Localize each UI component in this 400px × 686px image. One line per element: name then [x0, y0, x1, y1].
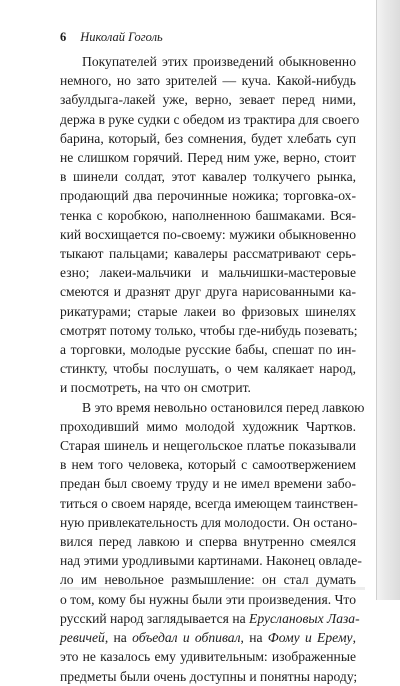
- text-line: [60, 110, 360, 129]
- page-edge-shadow: [376, 0, 400, 600]
- text-line: [60, 436, 356, 455]
- text-line: [60, 532, 356, 551]
- text-segment: ,: [352, 630, 356, 646]
- text-segment: в шинели солдат, этот кавалер толкучего рынка,: [60, 169, 356, 185]
- text-segment: тенка с коробкою, наполненною башмаками. Вся-: [60, 207, 356, 223]
- paragraph: [60, 52, 360, 398]
- text-segment: , на: [104, 630, 133, 646]
- text-segment: барина, который, без сомнения, будет хлебать суп: [60, 130, 356, 146]
- text-line: [60, 340, 356, 359]
- text-segment: рикатурами; старые лакеи во фризовых шинелях: [60, 303, 356, 319]
- text-line: [60, 398, 365, 417]
- italic-text: Фому и Ерему: [267, 630, 353, 646]
- text-segment: смеются и дразнят друг друга нарисованными ка-: [60, 284, 356, 300]
- text-segment: проходивший мимо молодой художник Чартков.: [60, 418, 356, 434]
- text-segment: Старая шинель и нещегольское платье показывали: [60, 438, 356, 454]
- text-segment: держа в руке судки с обедом из трактира для своего: [60, 111, 360, 127]
- text-segment: о том, кому бы нужны были эти произведения. Что: [60, 591, 356, 607]
- text-line: [60, 71, 356, 90]
- text-segment: Покупателей этих произведений обыкновенно: [82, 54, 356, 69]
- text-segment: в нем того человека, который с самоотвержением: [60, 457, 356, 473]
- text-line: [60, 609, 360, 628]
- text-line: [60, 148, 356, 167]
- text-segment: забулдыга-лакей уже, верно, зевает перед ними,: [60, 92, 356, 108]
- running-head: Николай Гоголь: [80, 30, 163, 44]
- italic-text: ревичей: [60, 630, 105, 646]
- text-line: [60, 52, 356, 71]
- page-number: 6: [60, 30, 67, 44]
- text-segment: ную привлекательность для молодости. Он остано-: [60, 514, 358, 530]
- text-segment: над этими уродливыми картинами. Наконец овладе-: [60, 553, 362, 569]
- text-line: [60, 359, 356, 378]
- text-line: [60, 167, 356, 186]
- text-segment: смотрят потому только, чтобы где-нибудь позевать;: [60, 322, 358, 338]
- text-line: [60, 474, 356, 493]
- text-line: [60, 302, 356, 321]
- paragraph: [60, 398, 365, 686]
- text-segment: ло им невольное размышление: он стал думать: [60, 572, 356, 588]
- text-segment: езно; лакеи-мальчики и мальчишки-мастеровые: [60, 265, 356, 281]
- page-header: [60, 30, 163, 45]
- text-segment: предан был своему труду и не имел времени забо-: [60, 476, 356, 492]
- text-segment: тыкают пальцами; кавалеры рассматривают серь-: [60, 246, 356, 262]
- italic-text: Еруслановых Лаза-: [249, 610, 360, 626]
- text-segment: В это время невольно остановился перед лавкою: [82, 399, 365, 415]
- text-line: [60, 667, 356, 686]
- text-segment: немного, но зато зрителей — куча. Какой-нибудь: [60, 73, 356, 89]
- text-line: [60, 263, 356, 282]
- text-segment: не слишком горячий. Перед ним уже, верно, стоит: [60, 150, 356, 166]
- text-segment: русский народ заглядывается на: [60, 610, 250, 626]
- text-line: [60, 455, 356, 474]
- text-segment: это не казалось ему удивительным: изображенные: [60, 649, 356, 665]
- text-line: [60, 225, 356, 244]
- text-segment: кий восхищается по-своему: мужики обыкновенно: [60, 226, 356, 242]
- text-line: [60, 551, 362, 570]
- text-segment: а торговки, молодые русские бабы, спешат по ин-: [60, 342, 356, 358]
- text-line: [60, 90, 356, 109]
- show-through-text: [60, 582, 370, 596]
- text-line: [60, 129, 356, 148]
- text-line: [60, 282, 356, 301]
- italic-text: объедал и обпивал: [132, 630, 241, 646]
- text-segment: стинкту, чтобы послушать, о чем калякает народ,: [60, 361, 356, 377]
- text-segment: , на: [240, 630, 268, 646]
- text-line: [60, 244, 356, 263]
- text-line: [60, 647, 356, 666]
- text-segment: и посмотреть, на что он смотрит.: [60, 380, 251, 396]
- text-segment: продающий два перочинные ножика; торговка-ох-: [60, 188, 356, 204]
- text-line: [60, 206, 356, 225]
- text-segment: титься о своем наряде, всегда имеющем таинствен-: [60, 495, 358, 511]
- text-line: [60, 378, 356, 397]
- text-line: [60, 417, 356, 436]
- text-line: [60, 494, 356, 513]
- text-segment: вился перед лавкою и сперва внутренно смеялся: [60, 534, 356, 550]
- text-line: [60, 628, 356, 647]
- text-line: [60, 321, 356, 340]
- text-segment: предметы были очень доступны и понятны народу;: [60, 668, 358, 684]
- text-line: [60, 513, 356, 532]
- text-line: [60, 186, 356, 205]
